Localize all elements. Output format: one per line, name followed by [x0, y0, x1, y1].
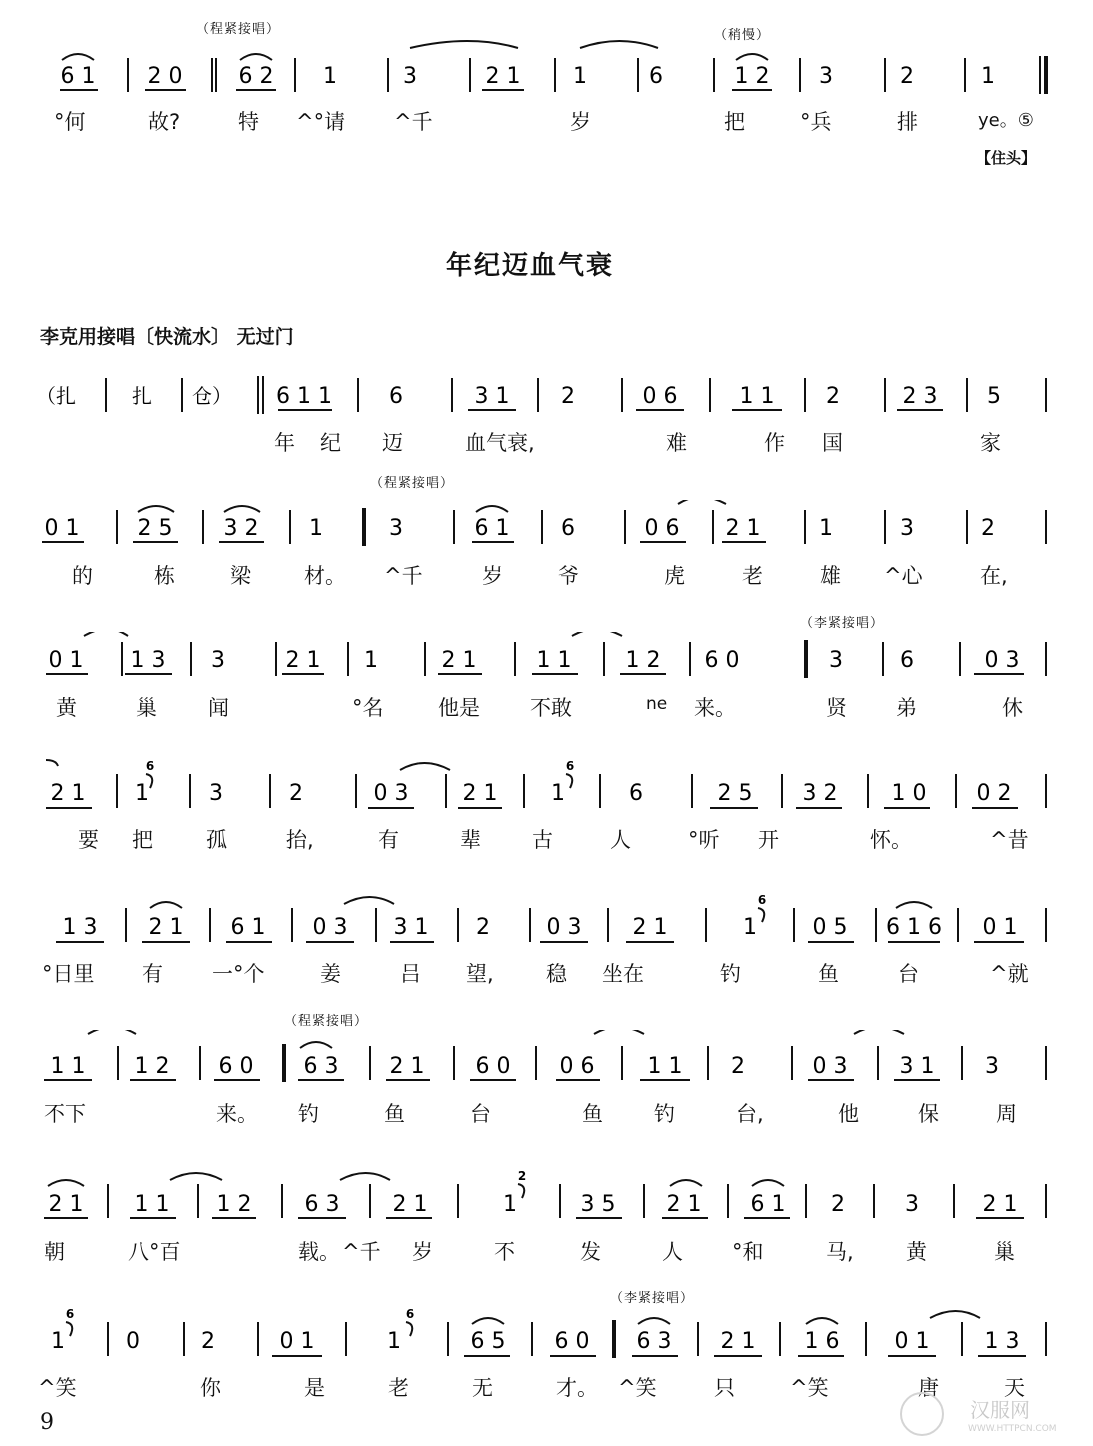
lyric: 只	[714, 1376, 735, 1400]
note-group: 2 5	[717, 781, 753, 806]
lyric: 才。	[556, 1376, 598, 1400]
note-group: 3 5	[580, 1192, 616, 1217]
lyric: 钓	[720, 962, 741, 986]
lyric: 国	[822, 431, 843, 455]
note-group: 1	[135, 781, 149, 806]
lyric: 一°个	[212, 962, 265, 986]
note-group: 3	[209, 781, 223, 806]
note-group: 1 6	[804, 1329, 840, 1354]
end-mark: 【住头】	[976, 149, 1037, 167]
tempo-mark: （稍慢）	[714, 28, 771, 43]
note-group: （扎	[36, 384, 76, 408]
note-group: 3	[829, 648, 843, 673]
lyric: 闻	[208, 696, 229, 720]
lyric: 把	[724, 110, 745, 134]
lyric: ^笑	[790, 1376, 829, 1400]
lyric: 人	[662, 1240, 683, 1264]
staff-line-6	[0, 892, 1093, 952]
note-group: 0 1	[982, 915, 1018, 940]
song-title: 年纪迈血气衰	[446, 251, 615, 281]
note-group: 6 3	[636, 1329, 672, 1354]
note-group: 6 3	[304, 1192, 340, 1217]
note-group: 2 1	[285, 648, 321, 673]
note-group: 6 0	[554, 1329, 590, 1354]
lyric: 朝	[44, 1240, 65, 1264]
lyric: 雄	[820, 564, 841, 588]
watermark-text: 汉服网	[970, 1398, 1030, 1422]
lyric: 开	[758, 828, 779, 852]
lyric: ^千	[342, 1240, 381, 1264]
note-group: 2	[201, 1329, 215, 1354]
note-group: 1	[503, 1192, 517, 1217]
note-group: 6 1 1	[276, 384, 332, 409]
note-group: 2 1	[485, 64, 521, 89]
note-group: 0 6	[559, 1054, 595, 1079]
note-group: 1	[551, 781, 565, 806]
note-group: 1 1	[134, 1192, 170, 1217]
note-group: 2 1	[666, 1192, 702, 1217]
note-group: 2 1	[48, 1192, 84, 1217]
note-group: 1 2	[134, 1054, 170, 1079]
note-group: 2 1	[389, 1054, 425, 1079]
lyric: 马,	[826, 1240, 854, 1264]
svg-text:6: 6	[145, 759, 155, 773]
performance-mark: （程紧接唱）	[370, 476, 455, 491]
note-group: 3 1	[474, 384, 510, 409]
staff-line-4	[0, 632, 1093, 692]
note-group: 1 3	[984, 1329, 1020, 1354]
lyric: 梁	[230, 564, 251, 588]
lyric: ^笑	[38, 1376, 77, 1400]
note-group: 3 2	[802, 781, 838, 806]
note-group: 0 6	[644, 516, 680, 541]
note-group: 0 3	[312, 915, 348, 940]
note-group: 1 3	[130, 648, 166, 673]
note-group: 3	[389, 516, 403, 541]
lyric: 巢	[994, 1240, 1015, 1264]
lyric: 老	[742, 564, 763, 588]
lyric: 坐在	[602, 962, 644, 986]
lyric: 贤	[826, 696, 847, 720]
lyric: 不下	[44, 1102, 86, 1126]
note-group: 0	[126, 1329, 140, 1354]
lyric: 怀。	[870, 828, 912, 852]
watermark-url: WWW.HTTPCN.COM	[968, 1424, 1057, 1434]
note-group: 0 6	[642, 384, 678, 409]
lyric: 唐	[918, 1376, 939, 1400]
svg-text:6: 6	[405, 1307, 415, 1321]
note-group: 6	[561, 516, 575, 541]
note-group: 2 1	[50, 781, 86, 806]
note-group: 1	[743, 915, 757, 940]
lyric: 把	[132, 828, 153, 852]
note-group: 2	[831, 1192, 845, 1217]
staff-line-3	[0, 500, 1093, 560]
note-group: 1	[387, 1329, 401, 1354]
staff-line-1	[0, 38, 1093, 108]
note-group: 0 5	[812, 915, 848, 940]
note-group: 2 1	[632, 915, 668, 940]
lyric: 老	[388, 1376, 409, 1400]
lyric: 作	[764, 431, 785, 455]
lyric: 来。	[216, 1102, 258, 1126]
note-group: 6 3	[303, 1054, 339, 1079]
lyric: 不敢	[530, 696, 572, 720]
lyric: 的	[72, 564, 93, 588]
note-group: 1	[573, 64, 587, 89]
note-group: 1 1	[536, 648, 572, 673]
note-group: 1 1	[739, 384, 775, 409]
lyric: 你	[200, 1376, 221, 1400]
note-group: 6 0	[475, 1054, 511, 1079]
lyric: 来。	[694, 696, 736, 720]
lyric: 台	[470, 1102, 491, 1126]
note-group: 2	[561, 384, 575, 409]
note-group: 3	[905, 1192, 919, 1217]
note-group: 1	[51, 1329, 65, 1354]
svg-text:2: 2	[517, 1169, 527, 1183]
note-group: 2 0	[147, 64, 183, 89]
lyric: 吕	[400, 962, 421, 986]
svg-text:6: 6	[565, 759, 575, 773]
lyric: 岁	[412, 1240, 433, 1264]
note-group: 2	[476, 915, 490, 940]
lyric: 望,	[466, 962, 494, 986]
lyric: 鱼	[818, 962, 839, 986]
note-group: 6 1	[230, 915, 266, 940]
note-group: 2 3	[902, 384, 938, 409]
note-group: 0 3	[984, 648, 1020, 673]
performance-mark: （程紧接唱）	[284, 1014, 369, 1029]
note-group: 仓）	[192, 384, 232, 408]
lyric: ^就	[990, 962, 1029, 986]
note-group: 3	[985, 1054, 999, 1079]
note-group: 2 1	[720, 1329, 756, 1354]
note-group: 3 1	[899, 1054, 935, 1079]
note-group: 2 1	[462, 781, 498, 806]
note-group: 0 3	[812, 1054, 848, 1079]
note-group: 1	[309, 516, 323, 541]
note-group: 0 3	[373, 781, 409, 806]
lyric: 鱼	[384, 1102, 405, 1126]
page-number: 9	[40, 1410, 54, 1435]
lyric: 迈	[382, 431, 403, 455]
lyric: °何	[54, 110, 86, 134]
lyric: 排	[897, 110, 918, 134]
staff-line-9	[0, 1306, 1093, 1366]
note-group: 2 1	[725, 516, 761, 541]
lyric: 无	[472, 1376, 493, 1400]
performance-mark: （程紧接唱）	[196, 22, 281, 37]
lyric: 是	[304, 1376, 325, 1400]
note-group: 2 1	[148, 915, 184, 940]
lyric: °听	[688, 828, 720, 852]
svg-text:6: 6	[757, 893, 767, 907]
staff-line-5	[0, 758, 1093, 818]
note-group: 3 2	[223, 516, 259, 541]
lyric: ^千	[384, 564, 423, 588]
note-group: 3 1	[393, 915, 429, 940]
staff-line-7	[0, 1030, 1093, 1090]
note-group: 6	[649, 64, 663, 89]
lyric: 弟	[896, 696, 917, 720]
note-group: 3	[403, 64, 417, 89]
note-group: 6 1	[474, 516, 510, 541]
lyric: 天	[1004, 1376, 1025, 1400]
lyric: 要	[78, 828, 99, 852]
lyric: 保	[918, 1102, 939, 1126]
note-group: 2	[981, 516, 995, 541]
lyric: 抬,	[286, 828, 314, 852]
note-group: 1	[819, 516, 833, 541]
lyric: ^笑	[618, 1376, 657, 1400]
section-header: 李克用接唱〔快流水〕 无过门	[40, 326, 294, 348]
lyric: 巢	[136, 696, 157, 720]
lyric: 台	[898, 962, 919, 986]
lyric: 台,	[736, 1102, 764, 1126]
lyric: °日里	[42, 962, 95, 986]
lyric: 钓	[654, 1102, 675, 1126]
note-group: 0 2	[976, 781, 1012, 806]
note-group: 0 3	[546, 915, 582, 940]
lyric: 难	[666, 431, 687, 455]
lyric: 孤	[206, 828, 227, 852]
lyric: 载。	[298, 1240, 340, 1264]
lyric: 不	[494, 1240, 515, 1264]
lyric: 钓	[298, 1102, 319, 1126]
note-group: 6 0	[704, 648, 740, 673]
lyric: 家	[980, 431, 1001, 455]
note-group: 3	[900, 516, 914, 541]
svg-text:6: 6	[65, 1307, 75, 1321]
lyric: 他	[838, 1102, 859, 1126]
note-group: 6 1 6	[886, 915, 942, 940]
note-group: 2 1	[392, 1192, 428, 1217]
lyric: 八°百	[128, 1240, 181, 1264]
note-group: 1 1	[50, 1054, 86, 1079]
lyric: 材。	[304, 564, 346, 588]
lyric: 特	[238, 110, 259, 134]
lyric: 辈	[460, 828, 481, 852]
lyric: 古	[532, 828, 553, 852]
note-group: 2 1	[441, 648, 477, 673]
note-group: 6	[900, 648, 914, 673]
lyric: °兵	[800, 110, 832, 134]
lyric: 人	[610, 828, 631, 852]
lyric: ne	[646, 694, 668, 714]
performance-mark: （李紧接唱）	[610, 1291, 695, 1306]
lyric: 姜	[320, 962, 341, 986]
lyric: ^°请	[296, 110, 346, 134]
note-group: 2 5	[137, 516, 173, 541]
note-group: 1 0	[891, 781, 927, 806]
note-group: 2	[731, 1054, 745, 1079]
note-group: 1 2	[625, 648, 661, 673]
lyric: °和	[732, 1240, 764, 1264]
note-group: 0 1	[44, 516, 80, 541]
lyric: 他是	[438, 696, 480, 720]
note-group: 6 2	[238, 64, 274, 89]
lyric: ^心	[884, 564, 923, 588]
note-group: 1	[981, 64, 995, 89]
lyric: 岁	[570, 110, 591, 134]
lyric: 鱼	[582, 1102, 603, 1126]
lyric: 年	[274, 431, 295, 455]
lyric: 稳	[546, 962, 567, 986]
lyric: 爷	[558, 564, 579, 588]
staff-line-8	[0, 1168, 1093, 1228]
note-group: 1 1	[647, 1054, 683, 1079]
note-group: 扎	[132, 384, 152, 408]
lyric: 发	[580, 1240, 601, 1264]
lyric: 有	[378, 828, 399, 852]
note-group: 0 1	[48, 648, 84, 673]
lyric: 岁	[482, 564, 503, 588]
note-group: 0 1	[894, 1329, 930, 1354]
note-group: 6 1	[750, 1192, 786, 1217]
note-group: 6 5	[470, 1329, 506, 1354]
performance-mark: （李紧接唱）	[800, 616, 885, 631]
lyric: 有	[142, 962, 163, 986]
note-group: 1 2	[216, 1192, 252, 1217]
note-group: 1 2	[734, 64, 770, 89]
lyric: 故?	[148, 110, 181, 134]
note-group: 6 1	[60, 64, 96, 89]
lyric: 黄	[906, 1240, 927, 1264]
staff-line-2	[0, 368, 1093, 428]
lyric: 栋	[154, 564, 175, 588]
lyric: ye。⑤	[978, 110, 1034, 131]
note-group: 2	[289, 781, 303, 806]
note-group: 1 3	[62, 915, 98, 940]
watermark-logo-icon	[900, 1392, 944, 1436]
lyric: ^千	[394, 110, 433, 134]
lyric: 虎	[664, 564, 685, 588]
lyric: 休	[1002, 696, 1023, 720]
note-group: 3	[211, 648, 225, 673]
note-group: 2 1	[982, 1192, 1018, 1217]
lyric: 血气衰,	[465, 431, 535, 455]
lyric: °名	[352, 696, 384, 720]
note-group: 1	[323, 64, 337, 89]
lyric: 黄	[56, 696, 77, 720]
note-group: 6 0	[218, 1054, 254, 1079]
lyric: ^昔	[990, 828, 1029, 852]
note-group: 6	[629, 781, 643, 806]
lyric: 纪	[320, 431, 341, 455]
note-group: 0 1	[279, 1329, 315, 1354]
note-group: 1	[364, 648, 378, 673]
note-group: 5	[987, 384, 1001, 409]
note-group: 3	[819, 64, 833, 89]
note-group: 6	[389, 384, 403, 409]
note-group: 2	[900, 64, 914, 89]
lyric: 周	[996, 1102, 1017, 1126]
lyric: 在,	[980, 564, 1008, 588]
note-group: 2	[826, 384, 840, 409]
